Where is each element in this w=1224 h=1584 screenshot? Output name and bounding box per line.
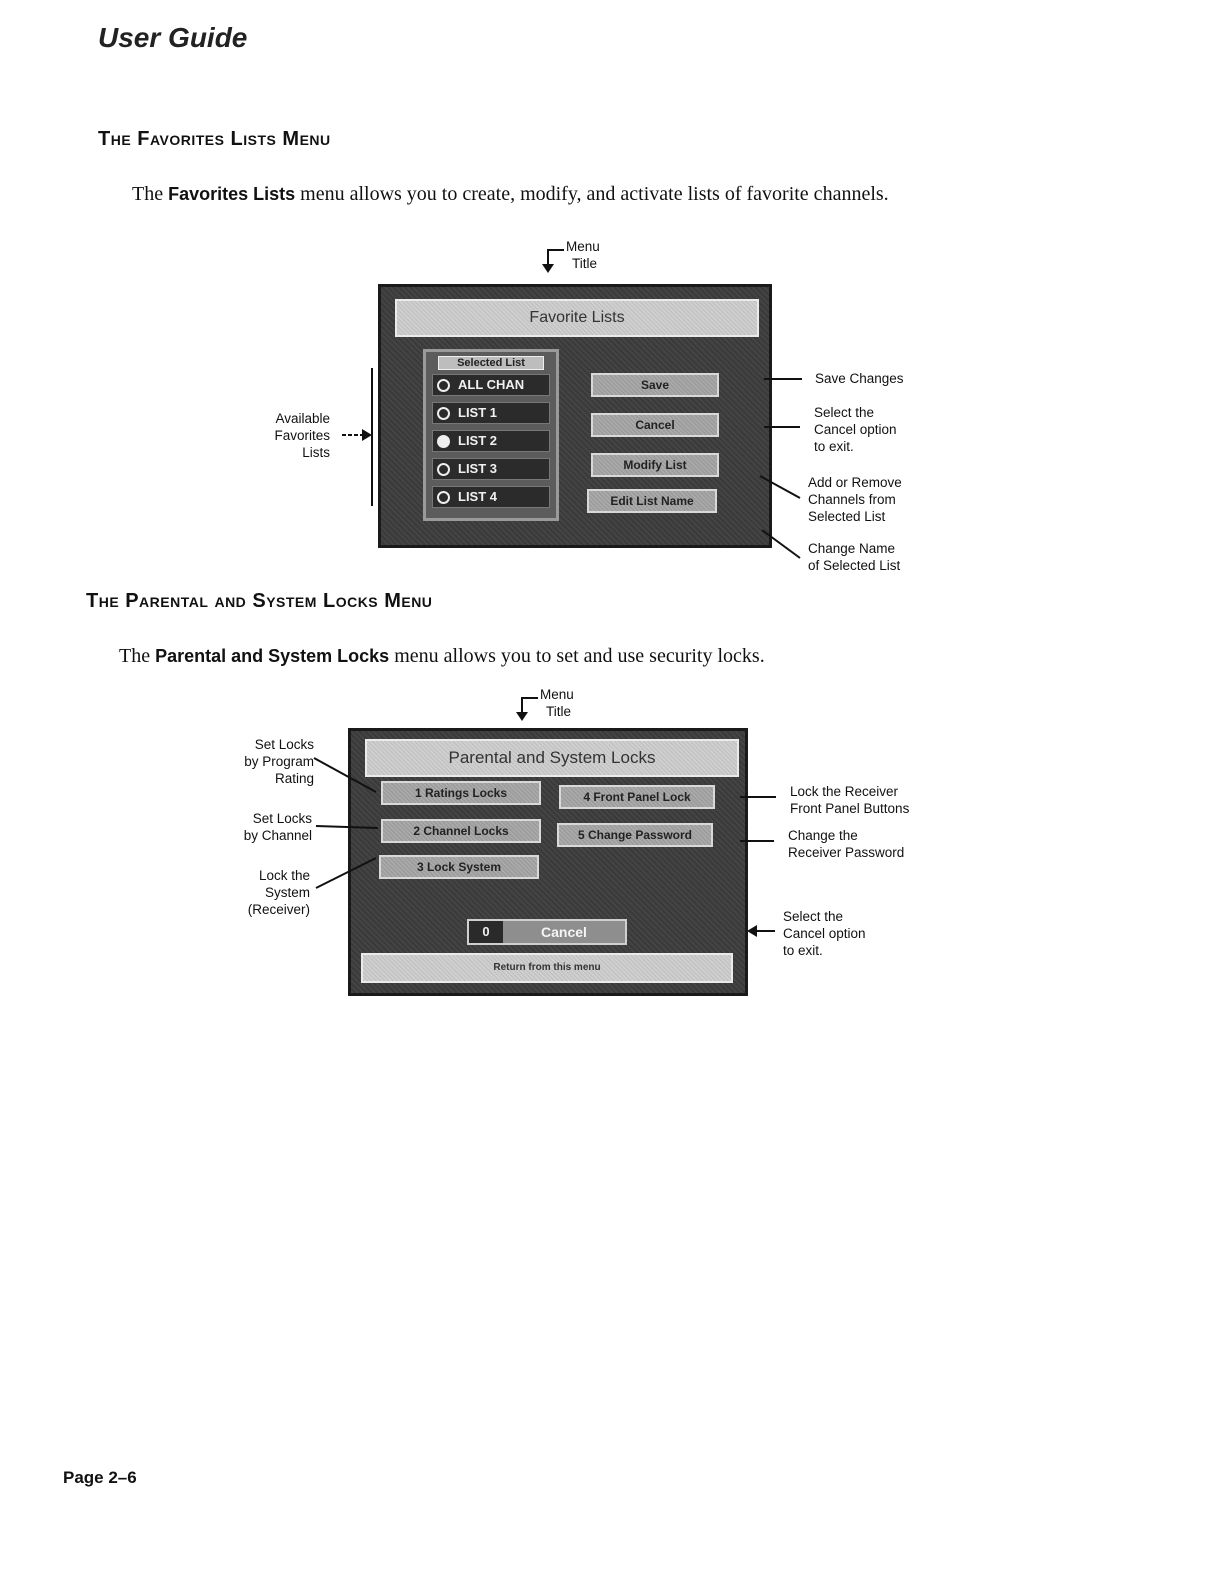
list-item-list2[interactable] [432, 430, 550, 452]
callout-line: Select the [783, 909, 844, 924]
channel-callout [200, 810, 312, 844]
selected-list-panel [423, 349, 559, 521]
radio-icon [437, 463, 450, 476]
available-lists-callout [240, 410, 330, 461]
list-item-list3[interactable] [432, 458, 550, 480]
front-panel-callout [790, 783, 909, 817]
intro-text: The [119, 645, 156, 667]
menu-label-line: Title [546, 704, 572, 719]
callout-line: Cancel option [814, 422, 897, 437]
change-password-button[interactable]: 5 Change Password [557, 823, 713, 847]
list-item-label: LIST 2 [458, 433, 498, 448]
radio-icon [437, 379, 450, 392]
callout-line: by Program [244, 754, 314, 769]
favorites-screen [378, 284, 772, 548]
callout-line: Change the [788, 828, 858, 843]
guide-title: User Guide [98, 22, 248, 53]
return-footer-bar: Return from this menu [361, 953, 733, 983]
radio-icon [437, 407, 450, 420]
modify-list-button[interactable]: Modify List [591, 453, 719, 477]
callout-line: Available [275, 411, 330, 426]
callout-line: Front Panel Buttons [790, 801, 910, 816]
list-item-label: LIST 4 [458, 489, 498, 504]
callout-line: Selected List [808, 509, 886, 524]
list-item-list4[interactable] [432, 486, 550, 508]
menu-title-label [540, 686, 574, 720]
channel-locks-button[interactable]: 2 Channel Locks [381, 819, 541, 843]
menu-label-line: Menu [540, 687, 574, 702]
list-item-label: ALL CHAN [458, 377, 525, 392]
callout-line: Add or Remove [808, 475, 902, 490]
callout-line: Select the [814, 405, 875, 420]
arrow-left-icon [745, 923, 777, 939]
front-panel-lock-button[interactable]: 4 Front Panel Lock [559, 785, 715, 809]
list-item-label: LIST 3 [458, 461, 498, 476]
list-item-label: LIST 1 [458, 405, 498, 420]
arrow-right-icon [340, 428, 374, 442]
callout-line: Rating [274, 771, 314, 786]
parental-section-heading: The Parental and System Locks Menu [86, 590, 433, 612]
callout-line: Set Locks [252, 811, 312, 826]
modify-callout [808, 474, 902, 525]
callout-line: Lists [302, 445, 330, 460]
menu-title-label [566, 238, 600, 272]
callout-line: Lock the [258, 868, 310, 883]
favorites-screen-title: Favorite Lists [395, 299, 759, 337]
intro-bold: Parental and System Locks [155, 646, 390, 666]
selected-list-header: Selected List [438, 356, 544, 370]
callout-line: System [264, 885, 310, 900]
callout-line: to exit. [814, 439, 854, 454]
cancel-number: 0 [482, 924, 490, 939]
callout-line: to exit. [783, 943, 823, 958]
menu-label-line: Title [572, 256, 598, 271]
password-callout [788, 827, 904, 861]
callout-line: Favorites [274, 428, 330, 443]
menu-title-arrow-icon [538, 246, 568, 276]
callout-line: Receiver Password [788, 845, 905, 860]
parental-intro [119, 645, 919, 668]
leader-line [740, 796, 776, 798]
callout-line: of Selected List [808, 558, 901, 573]
parental-cancel-callout [783, 908, 866, 959]
intro-text: menu allows you to create, modify, and activate lists of favorite channels. [295, 183, 889, 205]
callout-line: Lock the Receiver [790, 784, 899, 799]
leader-line [740, 840, 774, 842]
favorites-intro [132, 183, 1012, 206]
save-callout: Save Changes [815, 371, 904, 386]
leader-lines [310, 750, 382, 900]
radio-selected-icon [437, 435, 450, 448]
lock-system-button[interactable]: 3 Lock System [379, 855, 539, 879]
callout-line: by Channel [243, 828, 312, 843]
parental-screen [348, 728, 748, 996]
callout-line: (Receiver) [247, 902, 310, 917]
ratings-callout [200, 736, 314, 787]
callout-line: Set Locks [254, 737, 314, 752]
edit-list-name-button[interactable]: Edit List Name [587, 489, 717, 513]
intro-text: menu allows you to set and use security locks. [389, 645, 765, 667]
intro-text: The [132, 183, 169, 205]
list-item-all-chan[interactable] [432, 374, 550, 396]
parental-screen-title: Parental and System Locks [365, 739, 739, 777]
save-button[interactable]: Save [591, 373, 719, 397]
parental-cancel-button[interactable] [467, 919, 627, 945]
leader-lines [756, 470, 806, 570]
cancel-callout [814, 404, 897, 455]
cancel-button[interactable]: Cancel [591, 413, 719, 437]
system-callout [200, 867, 310, 918]
ratings-locks-button[interactable]: 1 Ratings Locks [381, 781, 541, 805]
intro-bold: Favorites Lists [168, 184, 296, 204]
callout-line: Cancel option [783, 926, 866, 941]
page-number: Page 2–6 [63, 1468, 137, 1487]
favorites-section-heading: The Favorites Lists Menu [98, 128, 331, 150]
radio-icon [437, 491, 450, 504]
menu-label-line: Menu [566, 239, 600, 254]
leader-line [764, 426, 800, 428]
menu-title-arrow-icon [512, 694, 542, 724]
callout-line: Change Name [808, 541, 896, 556]
edit-name-callout [808, 540, 900, 574]
callout-line: Channels from [808, 492, 896, 507]
cancel-label: Cancel [503, 921, 625, 943]
list-item-list1[interactable] [432, 402, 550, 424]
leader-line [764, 378, 802, 380]
